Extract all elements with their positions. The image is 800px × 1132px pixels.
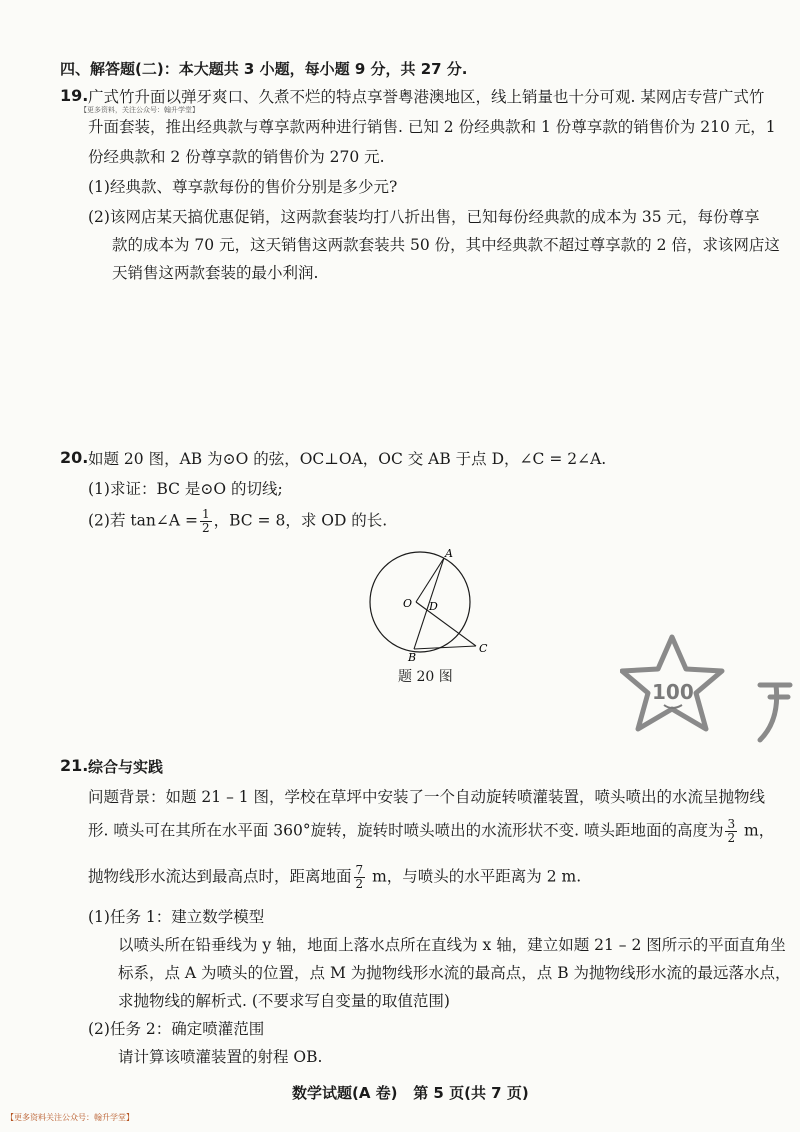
q20-part-2 — [88, 508, 387, 535]
segment-bc — [414, 646, 476, 649]
label-o: O — [403, 597, 413, 610]
q19-number: 19. — [60, 86, 89, 105]
q21-bg3-post: m，与喷头的水平距离为 2 m. — [367, 867, 582, 886]
q21-background-line-2 — [88, 818, 774, 845]
q20-tan-fraction — [200, 508, 212, 535]
q21-max-height-denominator: 2 — [355, 877, 364, 891]
star-stamp-watermark — [620, 625, 800, 755]
q21-bg3-pre: 抛物线形水流达到最高点时，距离地面 — [88, 867, 352, 886]
label-c: C — [479, 642, 488, 655]
q21-height-fraction — [725, 818, 737, 845]
q19-part-2-line-2: 款的成本为 70 元，这天销售这两款套装共 50 份，其中经典款不超过尊享款的 2 倍，求该网店这 — [112, 236, 780, 254]
q19-line-2: 升面套装，推出经典款与尊享款两种进行销售. 已知 2 份经典款和 1 份尊享款的销售价为 210 元，1 — [88, 118, 776, 136]
circle-o — [370, 552, 470, 652]
q19-line-3: 份经典款和 2 份尊享款的销售价为 270 元. — [88, 148, 385, 166]
q19-part-1: (1)经典款、尊享款每份的售价分别是多少元? — [88, 178, 398, 196]
q21-max-height-numerator: 7 — [355, 863, 364, 877]
q21-task-1-title: (1)任务 1：建立数学模型 — [88, 908, 265, 926]
q19-part-2-line-3: 天销售这两款套装的最小利润. — [112, 264, 319, 282]
section-header: 四、解答题(二)：本大题共 3 小题，每小题 9 分，共 27 分. — [60, 60, 468, 78]
watermark-small: 【更多资料，关注公众号：翰升学堂】 — [80, 106, 199, 114]
q19-part-2-line-1: (2)该网店某天搞优惠促销，这两款套装均打八折出售，已知每份经典款的成本为 35 元，每份尊享 — [88, 208, 760, 226]
q19-line-1: 广式竹升面以弹牙爽口、久煮不烂的特点享誉粤港澳地区，线上销量也十分可观. 某网店专营广式竹 — [88, 88, 765, 106]
q21-height-denominator: 2 — [727, 831, 736, 845]
q21-bg2-post: m， — [739, 821, 775, 840]
q20-part-2-pre: (2)若 tan∠A = — [88, 511, 198, 530]
q21-number: 21. — [60, 756, 89, 775]
q21-background-line-3 — [88, 864, 581, 891]
q20-part-1: (1)求证：BC 是⊙O 的切线; — [88, 480, 283, 498]
q21-background-line-1: 问题背景：如题 21 – 1 图，学校在草坪中安装了一个自动旋转喷灌装置，喷头喷出的水流呈抛物线 — [88, 788, 766, 806]
label-a: A — [445, 548, 453, 560]
stamp-partial-glyph — [760, 685, 790, 740]
q20-number: 20. — [60, 448, 89, 467]
segment-oc — [416, 602, 476, 646]
figure-20-diagram — [350, 548, 530, 668]
q21-task-2-line: 请计算该喷灌装置的射程 OB. — [118, 1048, 323, 1066]
corner-note: 【更多资料关注公众号：翰升学堂】 — [6, 1113, 134, 1122]
q21-task-2-title: (2)任务 2：确定喷灌范围 — [88, 1020, 265, 1038]
stamp-text: 100 — [652, 680, 694, 704]
segment-oa — [416, 558, 444, 602]
figure-20-caption: 题 20 图 — [398, 669, 453, 685]
label-d: D — [429, 600, 438, 613]
q21-task-1-line-2: 标系，点 A 为喷头的位置，点 M 为抛物线形水流的最高点，点 B 为抛物线形水流的最远落水点， — [118, 964, 791, 982]
label-b: B — [408, 651, 417, 664]
q21-task-1-line-1: 以喷头所在铅垂线为 y 轴，地面上落水点所在直线为 x 轴，建立如题 21 – 2 图所示的平面直角坐 — [118, 936, 786, 954]
stamp-smile — [664, 705, 682, 708]
q20-stem: 如题 20 图，AB 为⊙O 的弦，OC⊥OA，OC 交 AB 于点 D，∠C = 2∠A. — [88, 450, 607, 468]
q21-max-height-fraction — [354, 864, 366, 891]
q21-title: 综合与实践 — [88, 758, 164, 776]
q21-height-numerator: 3 — [727, 817, 736, 831]
q20-tan-denominator: 2 — [201, 521, 210, 535]
q21-bg2-pre: 形. 喷头可在其所在水平面 360°旋转，旋转时喷头喷出的水流形状不变. 喷头距地面的高度为 — [88, 821, 724, 840]
q20-tan-numerator: 1 — [201, 507, 210, 521]
q21-task-1-line-3: 求抛物线的解析式. (不要求写自变量的取值范围) — [118, 992, 450, 1010]
q20-part-2-post: ，BC = 8，求 OD 的长. — [213, 511, 388, 530]
page-footer: 数学试题(A 卷) 第 5 页(共 7 页) — [292, 1084, 529, 1102]
